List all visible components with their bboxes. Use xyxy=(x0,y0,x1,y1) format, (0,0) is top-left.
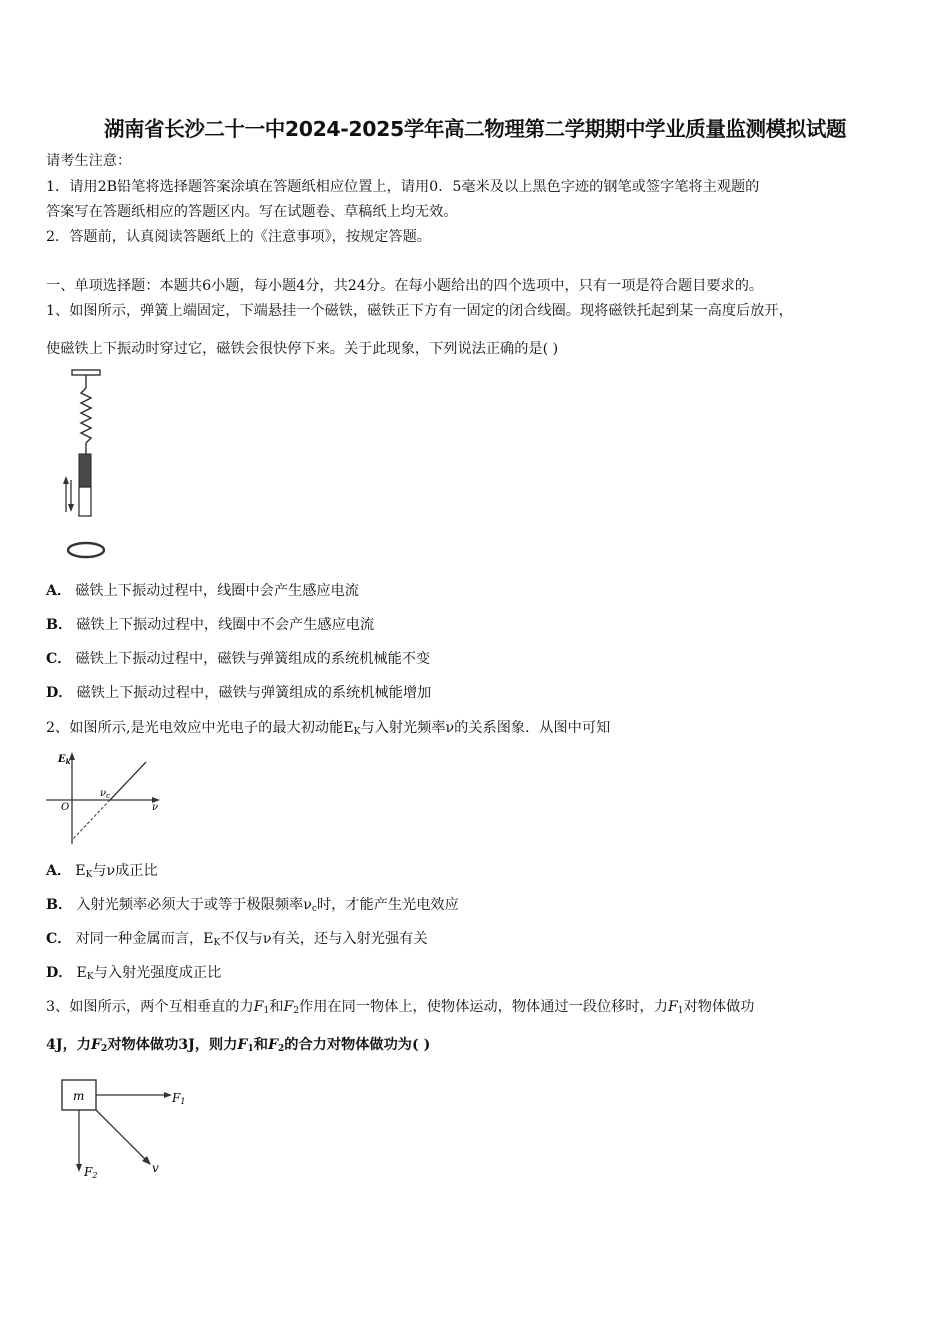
notice-item-1b: 答案写在答题纸相应的答题区内。写在试题卷、草稿纸上均无效。 xyxy=(46,204,458,220)
graph-line-dashed xyxy=(72,800,110,840)
q1-option-d: D． 磁铁上下振动过程中，磁铁与弹簧组成的系统机械能增加 xyxy=(46,685,432,701)
q2-stem: 2、如图所示,是光电效应中光电子的最大初动能$E_K$与入射光频率ν的关系图象．从图中可知 xyxy=(46,720,611,737)
y-axis-label: $E_k$ xyxy=(58,754,71,766)
q1-option-b: B． 磁铁上下振动过程中，线圈中不会产生感应电流 xyxy=(46,617,375,633)
coil-ring xyxy=(68,543,104,557)
x-axis-label: ν xyxy=(152,802,159,813)
graph-line-solid xyxy=(110,762,146,800)
q1-option-c: C． 磁铁上下振动过程中，磁铁与弹簧组成的系统机械能不变 xyxy=(46,651,431,667)
f2-label: F2 xyxy=(84,1165,98,1180)
force-diagram xyxy=(58,1074,198,1182)
velocity-arrow xyxy=(96,1110,147,1161)
cutoff-label: $\nu_c$ xyxy=(100,788,111,800)
q1-option-a: A． 磁铁上下振动过程中，线圈中会产生感应电流 xyxy=(46,583,359,599)
velocity-label: v xyxy=(152,1161,159,1175)
q2-option-d: D． $E_K$与入射光强度成正比 xyxy=(46,965,222,982)
q3-stem-line-2: 4J，力$F_2$对物体做功3J，则力$F_1$和$F_2$的合力对物体做功为( ) xyxy=(46,1037,431,1054)
q2-option-c: C． 对同一种金属而言，$E_K$不仅与ν有关，还与入射光强有关 xyxy=(46,931,428,948)
origin-label: O xyxy=(61,802,70,813)
q1-stem-line-1: 1、如图所示，弹簧上端固定，下端悬挂一个磁铁，磁铁正下方有一固定的闭合线圈。现将磁铁托起到某一高度后放开， xyxy=(46,303,793,319)
photoelectric-graph xyxy=(44,748,169,848)
q2-option-b: B． 入射光频率必须大于或等于极限频率$\nu_c$时，才能产生光电效应 xyxy=(46,897,459,914)
q3-stem-line-1: 3、如图所示，两个互相垂直的力$F_1$和$F_2$作用在同一物体上，使物体运动，物体通过一段位移时，力$F_1$对物体做功 xyxy=(46,999,755,1016)
page-title: 湖南省长沙二十一中2024-2025学年高二物理第二学期期中学业质量监测模拟试题 xyxy=(103,117,847,141)
notice-heading: 请考生注意： xyxy=(46,153,132,169)
magnet-top xyxy=(79,454,91,487)
spring-magnet-figure xyxy=(60,368,120,563)
f1-label: F1 xyxy=(172,1091,186,1106)
notice-item-2: 2．答题前，认真阅读答题纸上的《注意事项》，按规定答题。 xyxy=(46,229,431,245)
mass-label: m xyxy=(73,1089,85,1103)
q1-stem-line-2: 使磁铁上下振动时穿过它，磁铁会很快停下来。关于此现象，下列说法正确的是( ) xyxy=(46,341,559,357)
magnet-bottom xyxy=(79,487,91,516)
notice-item-1a: 1．请用2B铅笔将选择题答案涂填在答题纸相应位置上，请用0．5毫米及以上黑色字迹的钢笔或签字笔将主观题的 xyxy=(46,179,760,195)
spring-coil xyxy=(81,388,91,443)
spring-mount xyxy=(72,370,100,375)
section-heading: 一、单项选择题：本题共6小题，每小题4分，共24分。在每小题给出的四个选项中，只有一项是符合题目要求的。 xyxy=(46,278,764,294)
q2-option-a: A． $E_K$与ν成正比 xyxy=(46,863,158,880)
